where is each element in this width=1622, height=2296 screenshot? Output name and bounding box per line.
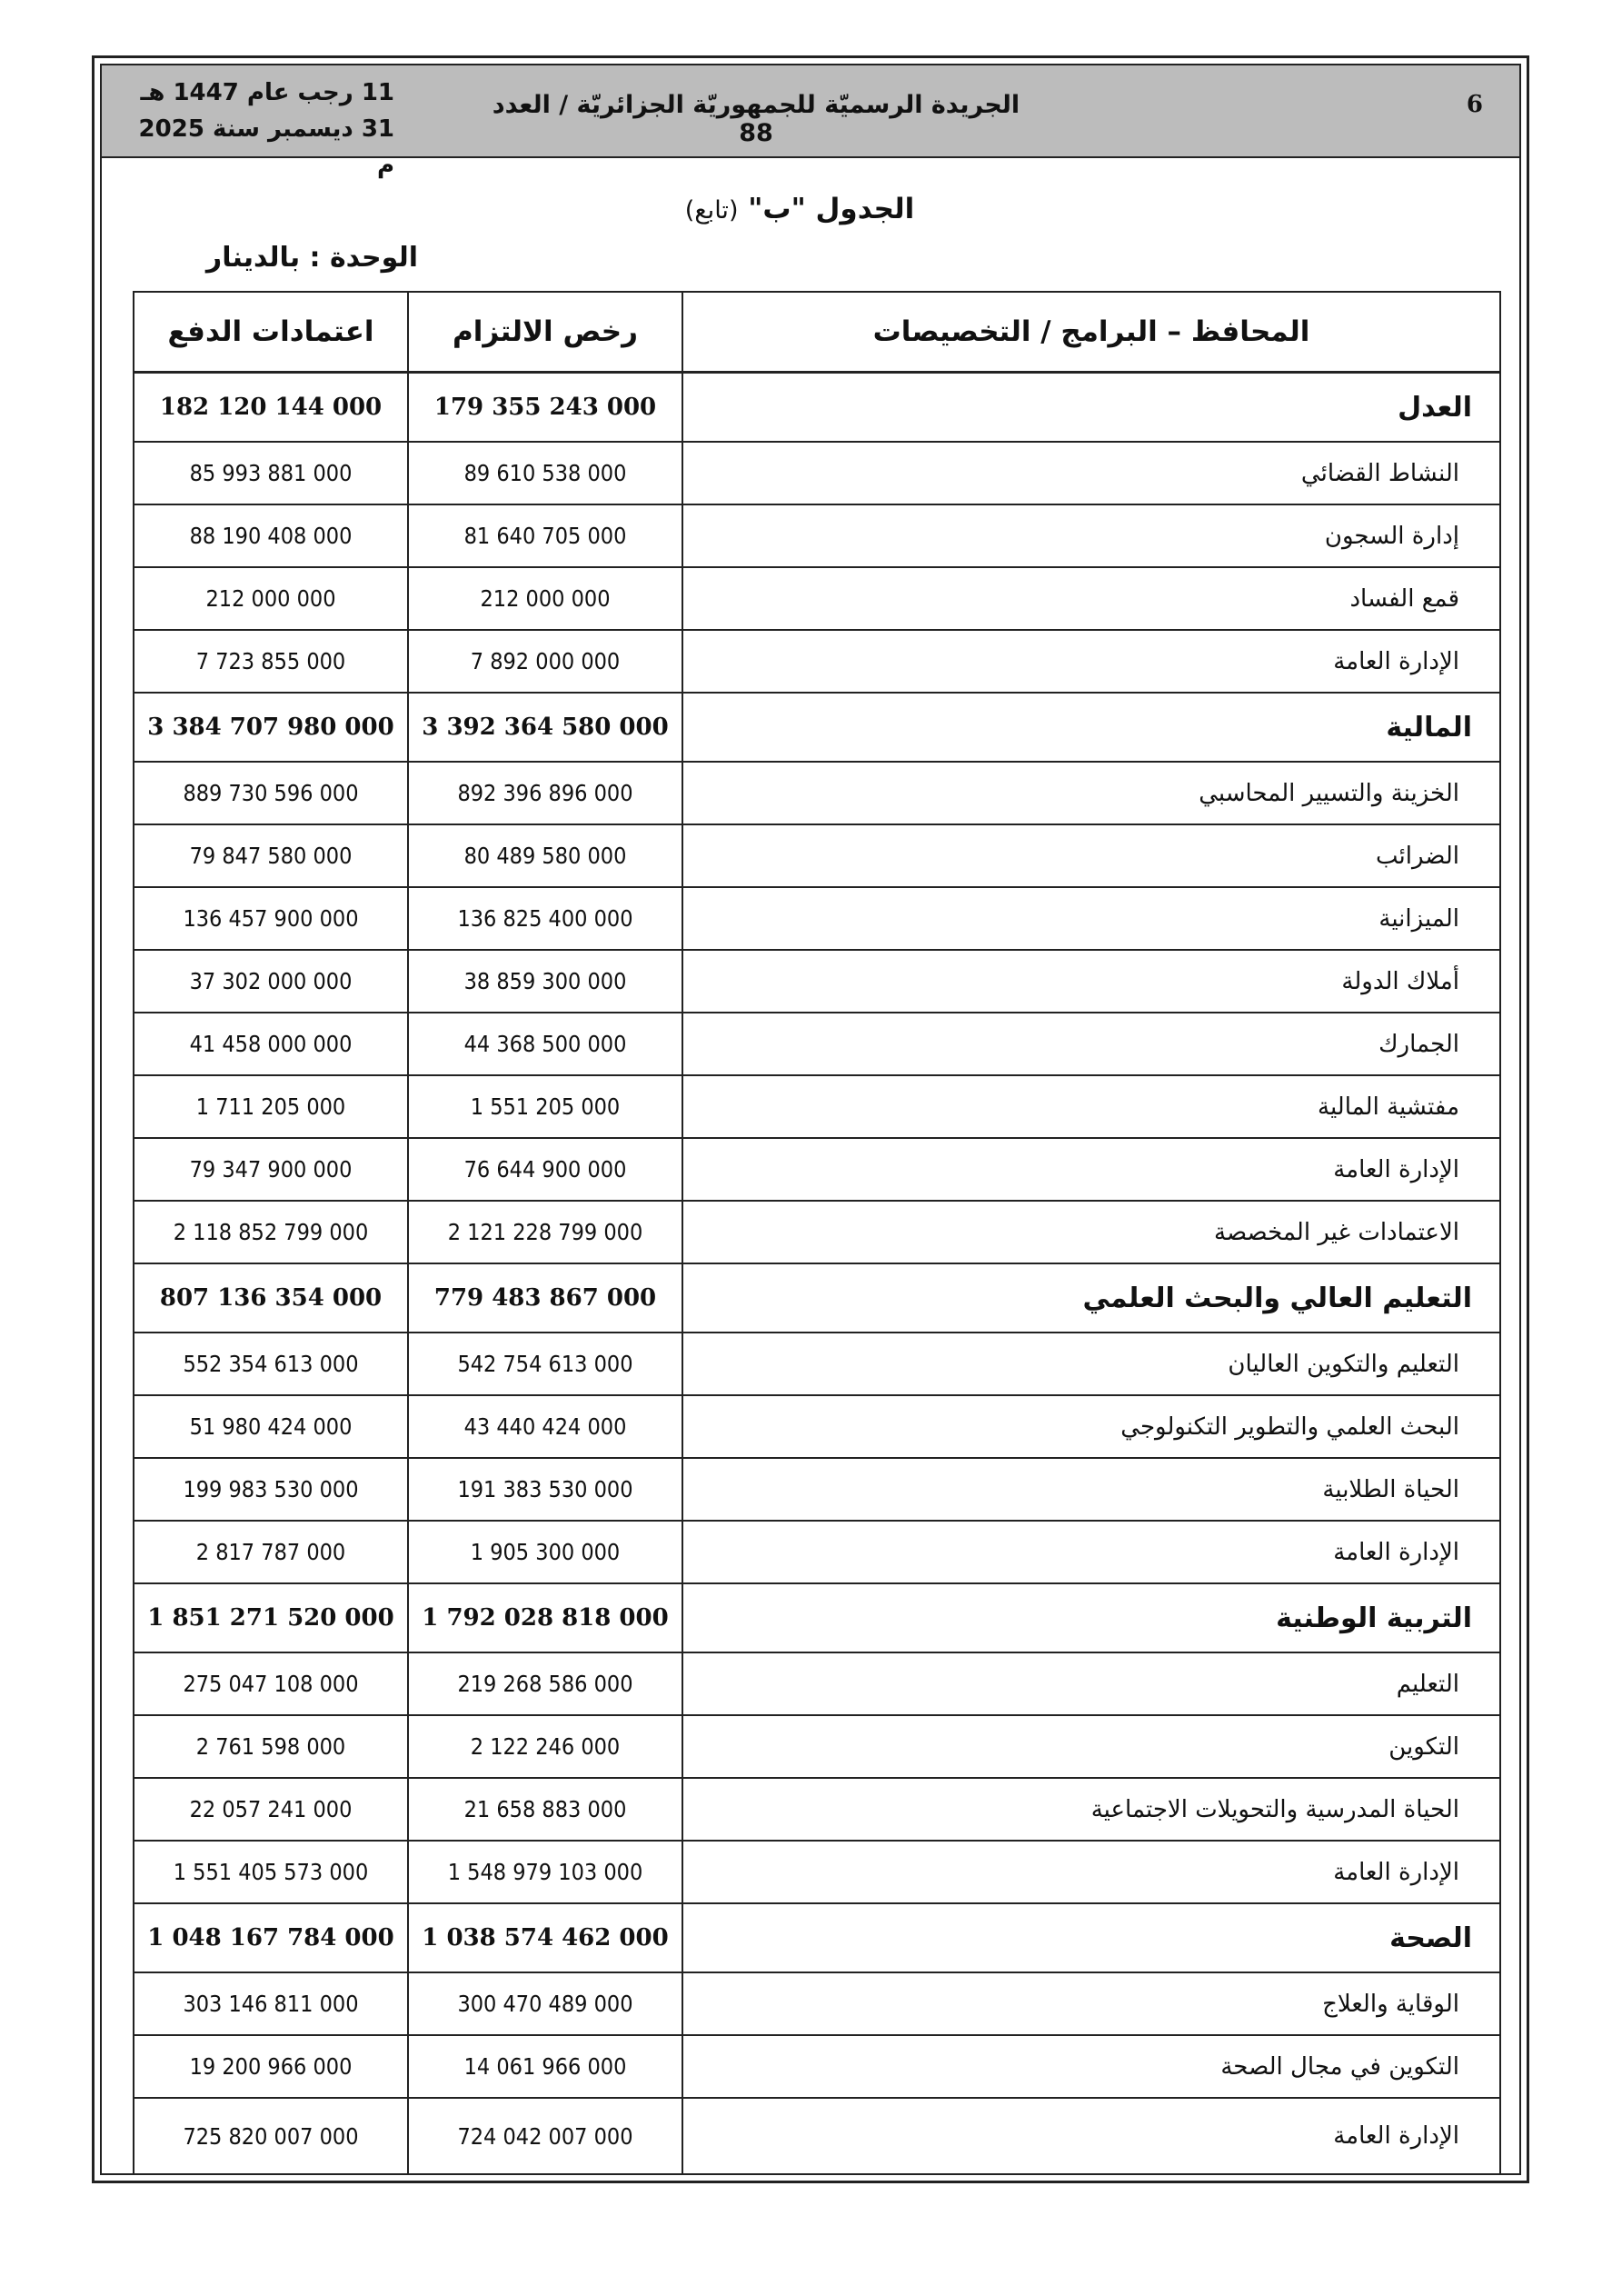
unit-label: الوحدة : بالدينار (205, 242, 418, 274)
commitment-value: 38 859 300 000 (408, 950, 682, 1013)
program-name: التكوين (682, 1715, 1500, 1778)
commitment-value: 779 483 867 000 (408, 1263, 682, 1333)
payment-value: 725 820 007 000 (134, 2098, 408, 2174)
payment-value: 1 711 205 000 (134, 1075, 408, 1138)
program-row (134, 1333, 1500, 1395)
program-row (134, 2035, 1500, 2098)
payment-value: 85 993 881 000 (134, 442, 408, 504)
payment-value: 303 146 811 000 (134, 1972, 408, 2035)
payment-value: 22 057 241 000 (134, 1778, 408, 1841)
program-row (134, 567, 1500, 630)
payment-value: 1 851 271 520 000 (134, 1583, 408, 1652)
program-row (134, 1395, 1500, 1458)
program-row (134, 504, 1500, 567)
payment-value: 182 120 144 000 (134, 373, 408, 443)
program-name: البحث العلمي والتطوير التكنولوجي (682, 1395, 1500, 1458)
header-dates (122, 75, 394, 184)
program-row (134, 1458, 1500, 1521)
payment-value: 199 983 530 000 (134, 1458, 408, 1521)
payment-value: 88 190 408 000 (134, 504, 408, 567)
commitment-value: 724 042 007 000 (408, 2098, 682, 2174)
commitment-value: 136 825 400 000 (408, 887, 682, 950)
ministry-row (134, 1583, 1500, 1652)
commitment-value: 1 038 574 462 000 (408, 1903, 682, 1972)
program-row (134, 442, 1500, 504)
ministry-row (134, 1903, 1500, 1972)
payment-value: 79 847 580 000 (134, 824, 408, 887)
program-row (134, 887, 1500, 950)
payment-value: 807 136 354 000 (134, 1263, 408, 1333)
payment-value: 79 347 900 000 (134, 1138, 408, 1201)
program-name: الضرائب (682, 824, 1500, 887)
ministry-name: التربية الوطنية (682, 1583, 1500, 1652)
table-title-main: الجدول "ب" (748, 193, 915, 225)
table-title-suffix: (تابع) (684, 196, 739, 225)
ministry-row (134, 1263, 1500, 1333)
program-name: مفتشية المالية (682, 1075, 1500, 1138)
commitment-value: 1 548 979 103 000 (408, 1841, 682, 1903)
payment-value: 889 730 596 000 (134, 762, 408, 824)
ministry-name: التعليم العالي والبحث العلمي (682, 1263, 1500, 1333)
program-row (134, 1201, 1500, 1263)
date-hijri: 11 رجب عام 1447 هـ (140, 79, 394, 106)
commitment-value: 89 610 538 000 (408, 442, 682, 504)
payment-value: 3 384 707 980 000 (134, 693, 408, 762)
payment-value: 2 118 852 799 000 (134, 1201, 408, 1263)
gazette-header (102, 65, 1519, 179)
commitment-value: 300 470 489 000 (408, 1972, 682, 2035)
commitment-value: 542 754 613 000 (408, 1333, 682, 1395)
commitment-value: 179 355 243 000 (408, 373, 682, 443)
payment-value: 1 048 167 784 000 (134, 1903, 408, 1972)
program-name: الوقاية والعلاج (682, 1972, 1500, 2035)
program-row (134, 762, 1500, 824)
program-name: قمع الفساد (682, 567, 1500, 630)
payment-value: 275 047 108 000 (134, 1652, 408, 1715)
program-row (134, 1138, 1500, 1201)
payment-value: 2 817 787 000 (134, 1521, 408, 1583)
program-row (134, 2098, 1500, 2174)
date-gregorian: 31 ديسمبر سنة 2025 م (138, 115, 394, 179)
program-name: الإدارة العامة (682, 2098, 1500, 2174)
payment-value: 19 200 966 000 (134, 2035, 408, 2098)
payment-value: 7 723 855 000 (134, 630, 408, 693)
table-body (134, 373, 1500, 2175)
commitment-value: 1 792 028 818 000 (408, 1583, 682, 1652)
commitment-value: 7 892 000 000 (408, 630, 682, 693)
column-header-commitment: رخص الالتزام (408, 292, 682, 373)
program-row (134, 1521, 1500, 1583)
program-row (134, 1652, 1500, 1715)
column-header-name: المحافظ – البرامج / التخصيصات (682, 292, 1500, 373)
budget-table (133, 291, 1501, 2175)
program-row (134, 1841, 1500, 1903)
program-name: الإدارة العامة (682, 1521, 1500, 1583)
gazette-title: الجريدة الرسميّة للجمهوريّة الجزائريّة / العدد 88 (492, 91, 1020, 147)
payment-value: 136 457 900 000 (134, 887, 408, 950)
commitment-value: 81 640 705 000 (408, 504, 682, 567)
table-header-row (134, 292, 1500, 373)
program-name: التعليم (682, 1652, 1500, 1715)
ministry-row (134, 373, 1500, 443)
program-row (134, 1972, 1500, 2035)
payment-value: 552 354 613 000 (134, 1333, 408, 1395)
commitment-value: 191 383 530 000 (408, 1458, 682, 1521)
payment-value: 51 980 424 000 (134, 1395, 408, 1458)
payment-value: 37 302 000 000 (134, 950, 408, 1013)
program-row (134, 630, 1500, 693)
program-row (134, 1075, 1500, 1138)
program-row (134, 950, 1500, 1013)
ministry-name: العدل (682, 373, 1500, 443)
ministry-row (134, 693, 1500, 762)
program-name: الحياة الطلابية (682, 1458, 1500, 1521)
program-row (134, 1778, 1500, 1841)
commitment-value: 1 905 300 000 (408, 1521, 682, 1583)
ministry-name: الصحة (682, 1903, 1500, 1972)
program-row (134, 824, 1500, 887)
program-name: الميزانية (682, 887, 1500, 950)
commitment-value: 76 644 900 000 (408, 1138, 682, 1201)
commitment-value: 1 551 205 000 (408, 1075, 682, 1138)
commitment-value: 14 061 966 000 (408, 2035, 682, 2098)
commitment-value: 892 396 896 000 (408, 762, 682, 824)
payment-value: 212 000 000 (134, 567, 408, 630)
program-name: الخزينة والتسيير المحاسبي (682, 762, 1500, 824)
program-name: الحياة المدرسية والتحويلات الاجتماعية (682, 1778, 1500, 1841)
commitment-value: 219 268 586 000 (408, 1652, 682, 1715)
commitment-value: 3 392 364 580 000 (408, 693, 682, 762)
payment-value: 1 551 405 573 000 (134, 1841, 408, 1903)
program-name: التعليم والتكوين العاليان (682, 1333, 1500, 1395)
commitment-value: 43 440 424 000 (408, 1395, 682, 1458)
commitment-value: 2 122 246 000 (408, 1715, 682, 1778)
commitment-value: 2 121 228 799 000 (408, 1201, 682, 1263)
program-name: الاعتمادات غير المخصصة (682, 1201, 1500, 1263)
program-name: النشاط القضائي (682, 442, 1500, 504)
ministry-name: المالية (682, 693, 1500, 762)
program-name: الإدارة العامة (682, 1841, 1500, 1903)
program-row (134, 1715, 1500, 1778)
program-row (134, 1013, 1500, 1075)
payment-value: 41 458 000 000 (134, 1013, 408, 1075)
page-number: 6 (1466, 91, 1483, 118)
program-name: الإدارة العامة (682, 630, 1500, 693)
commitment-value: 21 658 883 000 (408, 1778, 682, 1841)
commitment-value: 80 489 580 000 (408, 824, 682, 887)
table-title (636, 193, 963, 225)
program-name: إدارة السجون (682, 504, 1500, 567)
column-header-payment: اعتمادات الدفع (134, 292, 408, 373)
commitment-value: 44 368 500 000 (408, 1013, 682, 1075)
commitment-value: 212 000 000 (408, 567, 682, 630)
program-name: أملاك الدولة (682, 950, 1500, 1013)
payment-value: 2 761 598 000 (134, 1715, 408, 1778)
program-name: التكوين في مجال الصحة (682, 2035, 1500, 2098)
program-name: الجمارك (682, 1013, 1500, 1075)
program-name: الإدارة العامة (682, 1138, 1500, 1201)
